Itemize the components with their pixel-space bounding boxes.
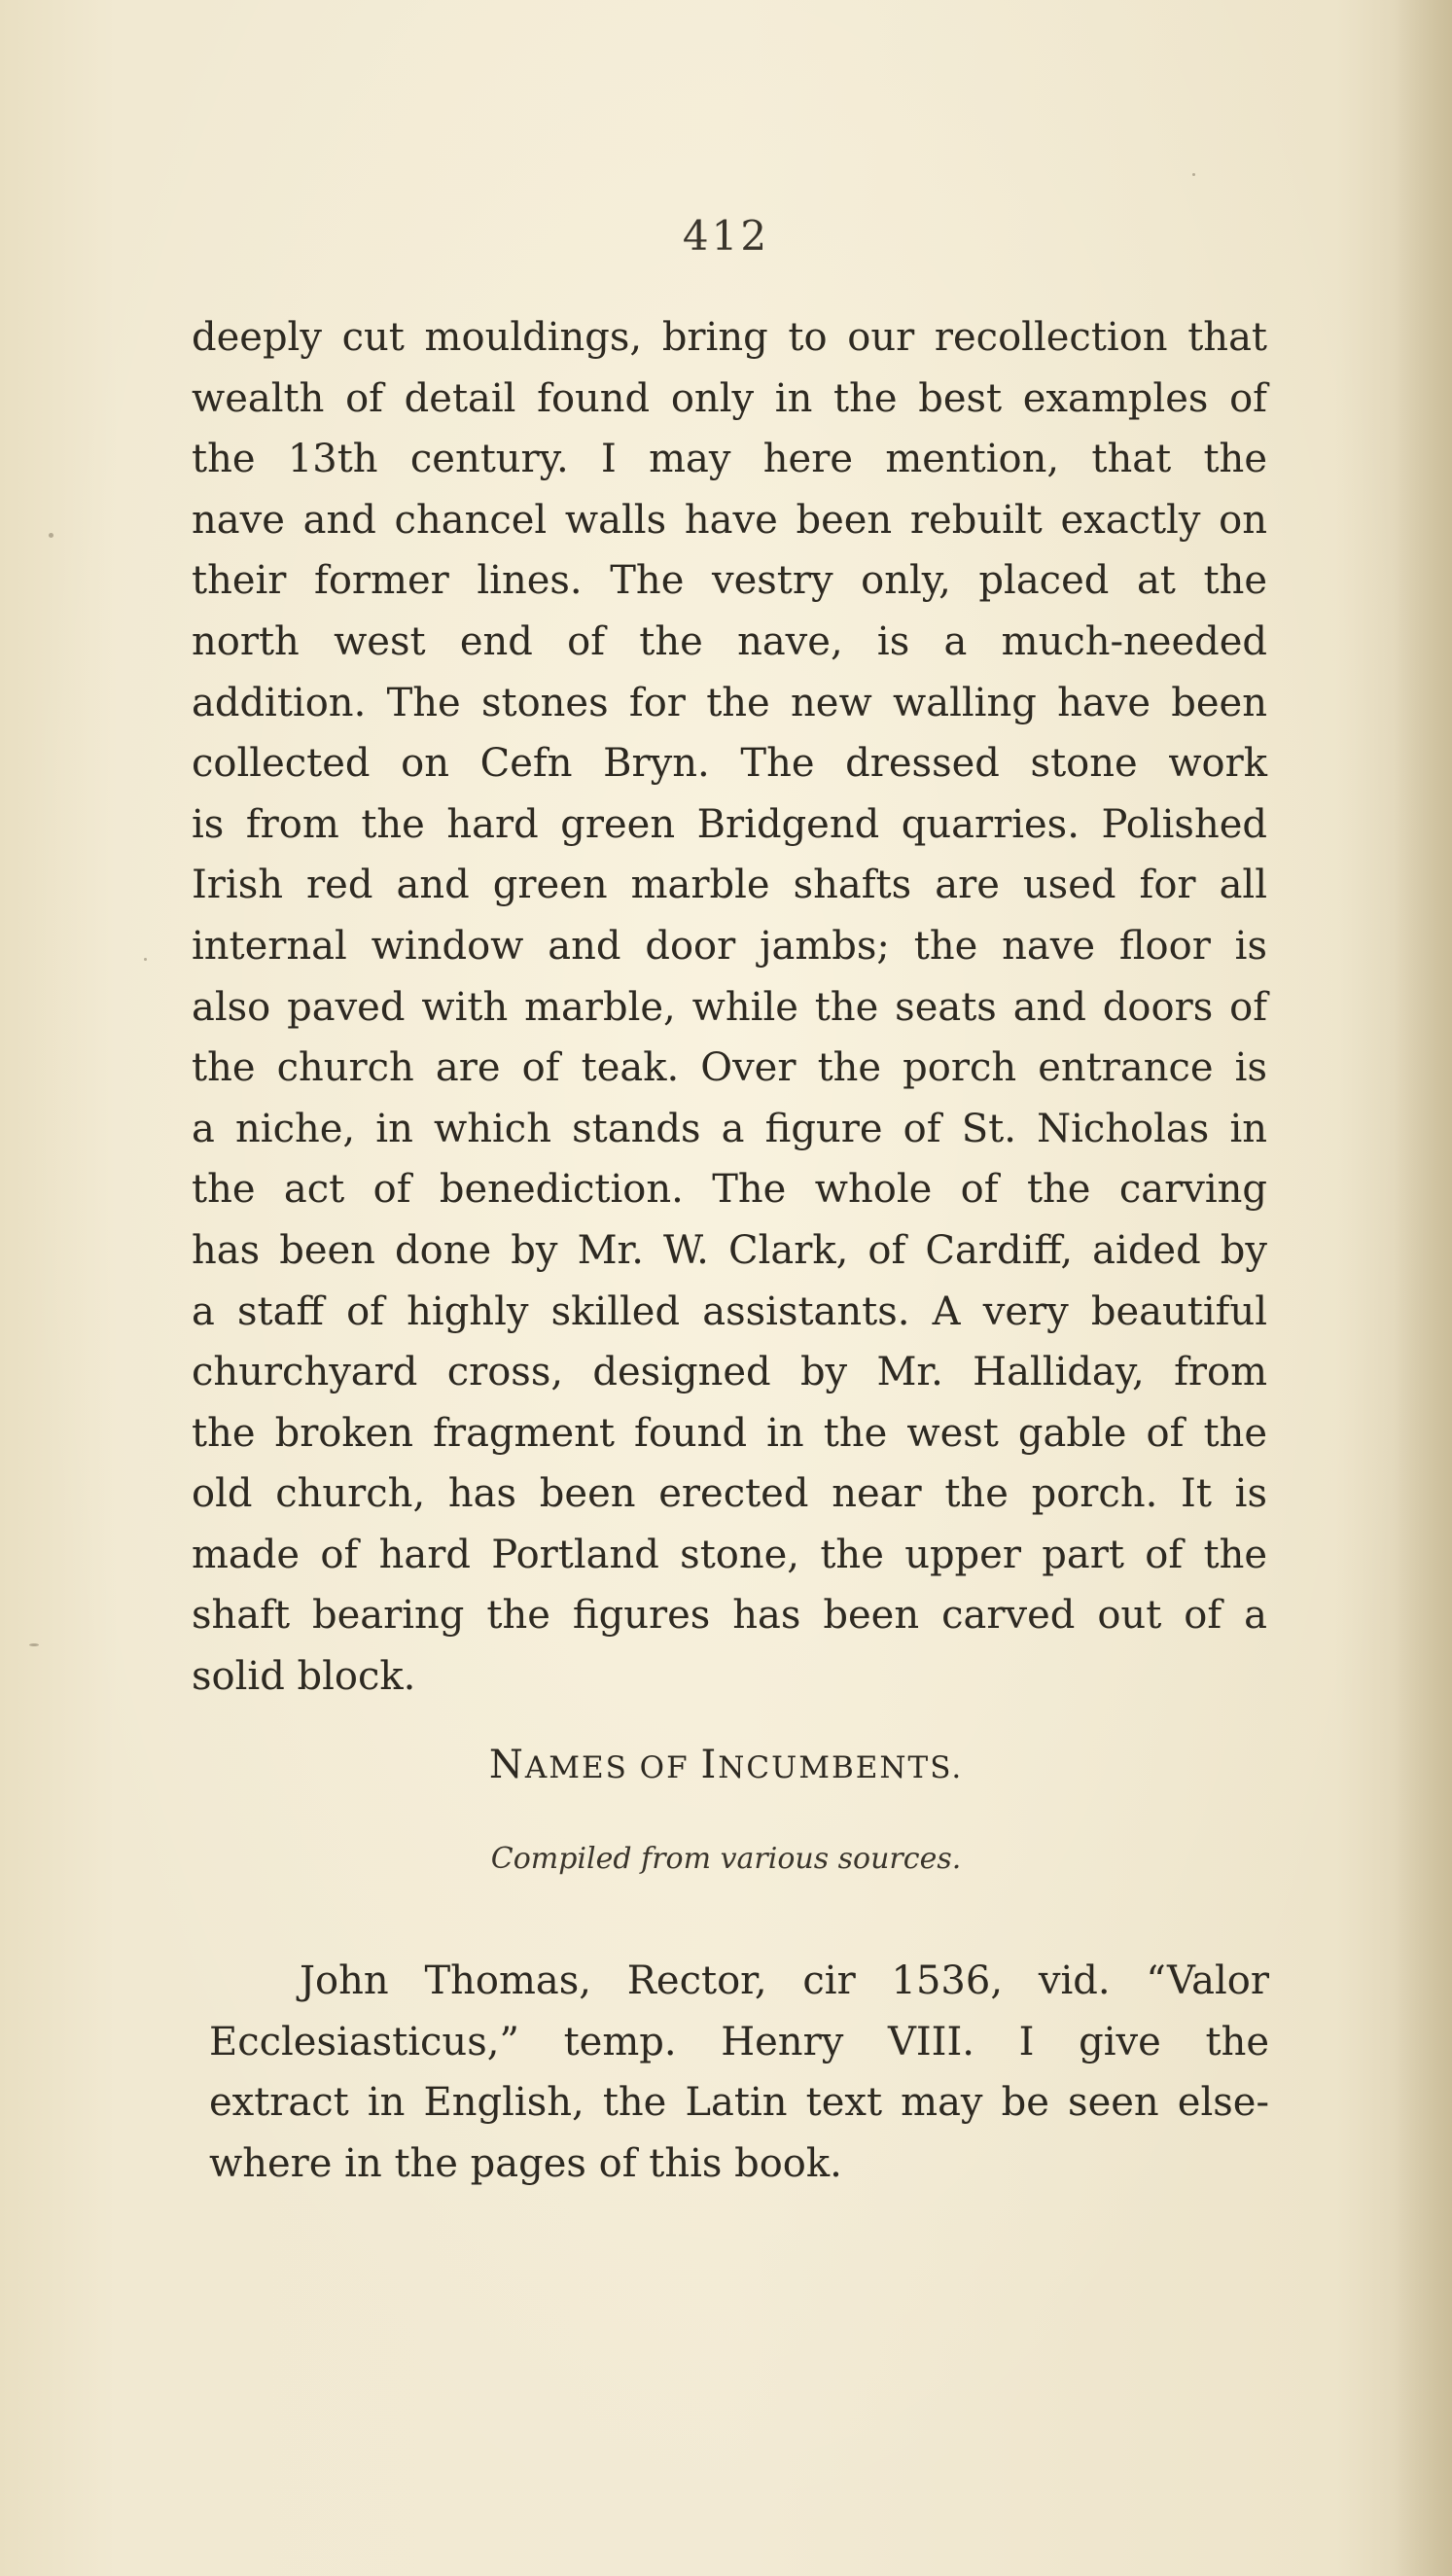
heading-part: AMES <box>524 1750 640 1785</box>
page-edge-shadow <box>1394 0 1452 2576</box>
text-line: Ecclesiasticus,” temp. Henry VIII. I give the <box>209 2019 1269 2064</box>
text-line: extract in English, the Latin text may be seen else- <box>209 2080 1269 2126</box>
text-line: wealth of detail found only in the best examples of <box>192 375 1267 421</box>
text-line: churchyard cross, designed by Mr. Halliday, from <box>192 1350 1267 1395</box>
text-line: the 13th century. I may here mention, that the <box>192 437 1267 482</box>
heading-part: NCUMBENTS. <box>718 1750 964 1785</box>
paper-speck <box>144 958 147 961</box>
text-line: collected on Cefn Bryn. The dressed stone work <box>192 741 1267 787</box>
text-line: where in the pages of this book. <box>209 2140 842 2186</box>
text-line: solid block. <box>192 1654 416 1700</box>
paper-speck <box>1192 173 1195 176</box>
section-subheading: Compiled from various sources. <box>490 1842 962 1876</box>
heading-part: OF <box>639 1750 701 1785</box>
paper-speck <box>29 1643 39 1646</box>
paper-speck <box>49 533 53 538</box>
text-line: the church are of teak. Over the porch entrance is <box>192 1045 1267 1091</box>
text-line: John Thomas, Rector, cir 1536, vid. “Valor <box>300 1958 1269 2003</box>
incumbents-paragraph <box>209 1951 1269 2194</box>
text-line: their former lines. The vestry only, placed at the <box>192 558 1267 604</box>
text-line: a niche, in which stands a figure of St. Nicholas in <box>192 1106 1267 1151</box>
page-number: 412 <box>682 212 770 260</box>
text-line: addition. The stones for the new walling have been <box>192 680 1267 725</box>
text-line: also paved with marble, while the seats and doors of <box>192 984 1267 1030</box>
text-line: Irish red and green marble shafts are used for all <box>192 863 1267 908</box>
text-line: is from the hard green Bridgend quarries. Polished <box>192 801 1267 847</box>
text-line: a staff of highly skilled assistants. A very beautiful <box>192 1288 1267 1334</box>
heading-part: N <box>488 1743 525 1787</box>
text-line: has been done by Mr. W. Clark, of Cardiff, aided by <box>192 1227 1267 1273</box>
text-line: shaft bearing the figures has been carved out of a <box>192 1593 1267 1639</box>
text-line: the act of benediction. The whole of the carving <box>192 1167 1267 1213</box>
text-line: made of hard Portland stone, the upper part of the <box>192 1532 1267 1577</box>
text-line: old church, has been erected near the porch. It is <box>192 1471 1267 1517</box>
body-paragraph <box>192 307 1267 1708</box>
text-line: north west end of the nave, is a much-needed <box>192 618 1267 664</box>
heading-part: I <box>700 1743 719 1787</box>
text-line: deeply cut mouldings, bring to our recollection that <box>192 315 1267 360</box>
section-heading <box>0 1743 1452 1787</box>
text-line: nave and chancel walls have been rebuilt exactly on <box>192 497 1267 543</box>
text-line: internal window and door jambs; the nave floor is <box>192 923 1267 969</box>
text-line: the broken fragment found in the west gable of the <box>192 1410 1267 1456</box>
